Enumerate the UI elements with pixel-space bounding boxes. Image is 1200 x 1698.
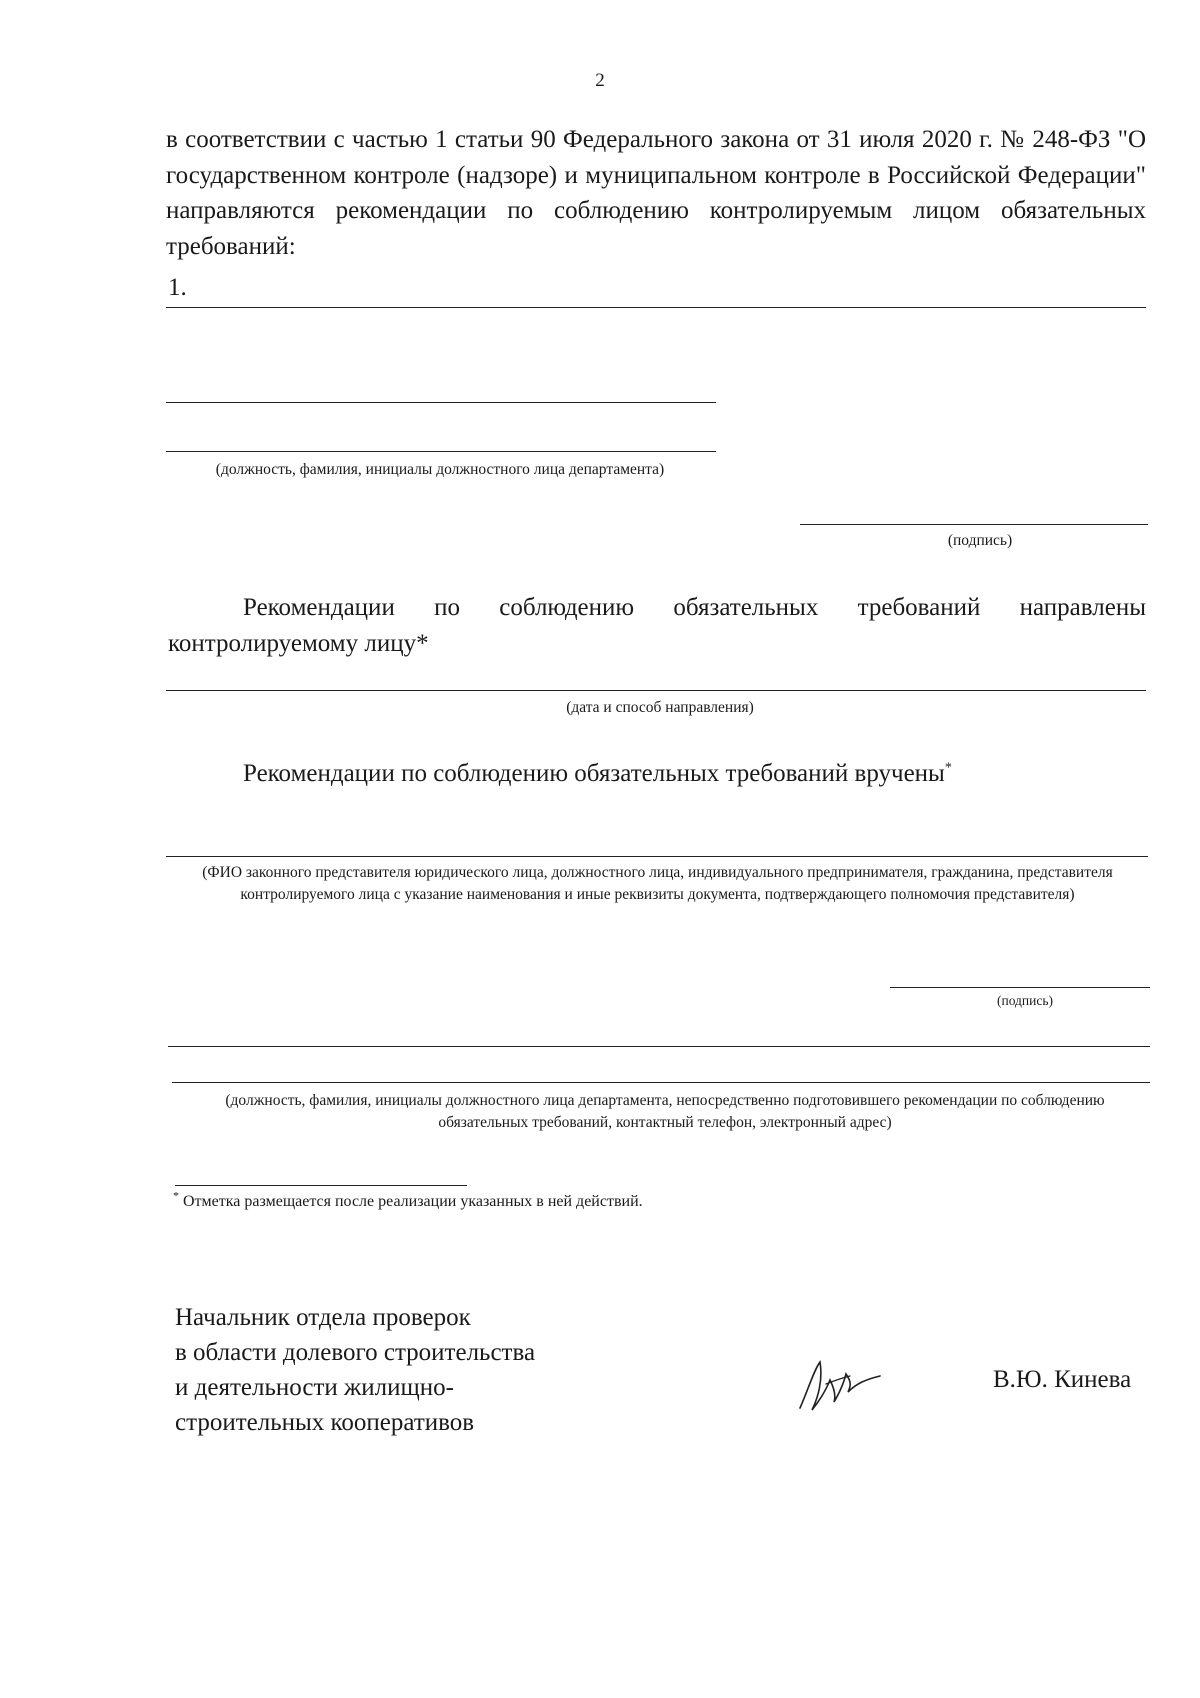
- preparer-line-1: [168, 1046, 1150, 1047]
- preparer-line-2: [172, 1082, 1150, 1083]
- signatory-title: [175, 1300, 535, 1440]
- signature-caption-2: (подпись): [996, 993, 1054, 1008]
- official-caption: (должность, фамилия, инициалы должностного лица департамента): [215, 461, 665, 478]
- signatory-title-line: и деятельности жилищно-: [175, 1374, 454, 1401]
- handed-statement: [243, 756, 952, 792]
- item-number: 1.: [168, 274, 187, 301]
- official-line-2: [166, 451, 716, 452]
- sent-line: [166, 690, 1146, 691]
- page-number: 2: [595, 70, 605, 91]
- representative-line: [166, 856, 1148, 857]
- handwritten-signature: [790, 1340, 900, 1420]
- representative-caption: (ФИО законного представителя юридического лица, должностного лица, индивидуального предпринимателя, гражданина, представителя контролируемого лица с указание наименования и иные реквизиты документа, подтверждающего полномочия представителя): [202, 864, 1113, 903]
- sent-statement: [168, 590, 1146, 661]
- signatory-title-line: строительных кооперативов: [175, 1409, 475, 1436]
- signature-line-1: [800, 524, 1148, 525]
- signatory-title-line: Начальник отдела проверок: [175, 1304, 471, 1331]
- handed-marker: *: [944, 760, 952, 776]
- footnote-text: Отметка размещается после реализации указанных в ней действий.: [183, 1193, 643, 1210]
- footnote: [173, 1188, 643, 1211]
- signatory-name: В.Ю. Кинева: [993, 1366, 1132, 1393]
- signatory-title-line: в области долевого строительства: [175, 1339, 536, 1366]
- intro-paragraph: в соответствии с частью 1 статьи 90 Федерального закона от 31 июля 2020 г. № 248-ФЗ "О государственном контроле (надзоре) и муниципальном контроле в Российской Федерации" направляются рекомендации по соблюдению контролируемым лицом обязательных требований:: [166, 126, 1146, 260]
- handed-statement-text: Рекомендации по соблюдению обязательных требований вручены: [243, 760, 945, 787]
- signature-line-2: [890, 987, 1150, 988]
- item-line: [166, 307, 1146, 308]
- preparer-caption: (должность, фамилия, инициалы должностного лица департамента, непосредственно подготовившего рекомендации по соблюдению обязательных требований, контактный телефон, электронный адрес): [225, 1092, 1105, 1131]
- signature-caption-1: (подпись): [947, 532, 1013, 549]
- sent-statement-text: Рекомендации по соблюдению обязательных требований направлены контролируемому лицу*: [168, 594, 1146, 657]
- footnote-separator: [175, 1185, 467, 1186]
- official-line-1: [166, 402, 716, 403]
- footnote-marker: *: [173, 1188, 179, 1203]
- sent-caption: (дата и способ направления): [566, 699, 754, 716]
